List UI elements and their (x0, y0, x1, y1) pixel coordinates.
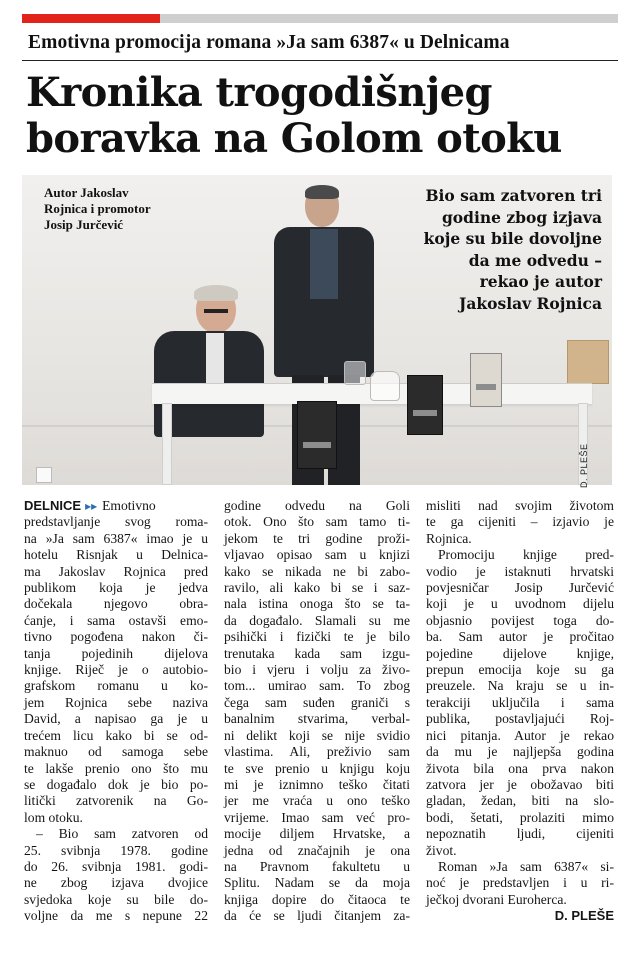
body-text-line: publikom koja je jedva (24, 580, 208, 596)
body-text-line: da mu je najljepša godina (426, 744, 614, 760)
body-text-line: otok. Ono što sam tamo ti- (224, 514, 410, 530)
body-text-line: litički zatvorenik na Go- (24, 793, 208, 809)
body-text-line: trećem licu kako bi se od- (24, 727, 208, 743)
body-text-line: – Bio sam zatvoren od (36, 826, 208, 842)
body-text-line: mocije diljem Hrvatske, a (224, 826, 410, 842)
double-chevron-right-icon: ▸▸ (85, 499, 98, 513)
body-text-line: život. (426, 842, 457, 858)
body-text-line: grafskom romanu u ko- (24, 678, 208, 694)
body-text-line: publika, postavljajući Roj- (426, 711, 614, 727)
body-text-line: Splitu. Nadam se da moja (224, 875, 410, 891)
body-text-line: koji je u uvodnom dijelu (426, 596, 614, 612)
body-text-line: ječkoj dvorani Euroherca. (426, 891, 567, 907)
top-color-bar-accent (22, 14, 160, 23)
body-text-line: David, a napisao ga je u (24, 711, 208, 727)
top-color-bar (22, 14, 618, 23)
body-text-line: vlastima. Ali, preživio sam (224, 744, 410, 760)
body-text-line: terakciji uključila i sama (426, 694, 614, 710)
article-headline (26, 70, 618, 162)
photo-book-1 (297, 401, 337, 469)
body-text-line: jedna od značajnih je ona (224, 842, 410, 858)
body-column-1 (24, 498, 208, 925)
body-text-line: godine odvedu na Goli (224, 498, 410, 513)
photo-caption-line: Autor Jakoslav (44, 185, 129, 200)
body-text-line: čega sam suđen graniči s (224, 694, 410, 710)
body-text-line: dočekala njegovo obra- (24, 596, 208, 612)
pull-quote-line: Bio sam zatvoren tri (425, 186, 602, 205)
body-text-line: prepun emocija koje su ga (426, 662, 614, 678)
body-text-line: do 26. svibnja 1981. godi- (24, 858, 208, 874)
body-text-line: nici pitanja. Autor je rekao (426, 727, 614, 743)
body-text-line: jem Rojnica sebe naziva (24, 694, 208, 710)
body-text-line: zatvora jer je obožavao biti (426, 776, 614, 792)
body-text-line: ma Jakoslav Rojnica pred (24, 563, 208, 579)
article-kicker: Emotivna promocija romana »Ja sam 6387« u Delnicama (28, 32, 510, 53)
article-byline: D. PLEŠE (554, 908, 614, 924)
body-text-line: psihički i fizički te je bilo (224, 629, 410, 645)
body-text-line: da događalo. Slamali su me (224, 612, 410, 628)
photo-caption (44, 185, 214, 233)
body-text-line: lom otoku. (24, 809, 83, 825)
body-text-line: Rojnica. (426, 530, 472, 546)
photo-glass (344, 361, 366, 385)
body-text-line: bodi, šetati, prolaziti mimo (426, 809, 614, 825)
body-text-line: noć je predstavljen i u ri- (426, 875, 614, 891)
photo-jug (370, 371, 400, 401)
body-text-line: ni delikt koji se nije svidio (224, 727, 410, 743)
body-column-3 (426, 498, 614, 925)
photo-book-2 (407, 375, 443, 435)
body-text-line: nala istina onoga što se ta- (224, 596, 410, 612)
photo-caption-line: Josip Jurčević (44, 217, 124, 232)
article-photo (22, 175, 612, 485)
pull-quote-line: Jakoslav Rojnica (459, 293, 602, 313)
headline-line-2: boravka na Golom otoku (26, 115, 562, 162)
body-text-line: jer me vraća u ono teško (224, 793, 410, 809)
body-text-line: vrijeme. Imao sam već pro- (224, 809, 410, 825)
body-text-line: vljavao opisao sam u knjizi (224, 547, 410, 563)
body-text-line: misliti nad svojim životom (426, 498, 614, 513)
body-text-line: tivno pogođena nakon či- (24, 629, 208, 645)
photo-cardboard-box (567, 340, 609, 384)
body-text-line (24, 498, 208, 514)
body-text-line: banalnim stvarima, verbal- (224, 711, 410, 727)
body-text-line: te lakše prenio ono što mu (24, 760, 208, 776)
kicker-divider (22, 60, 618, 61)
body-text-line: života bila ona prva nakon (426, 760, 614, 776)
body-text-line: na Pravnom fakultetu u (224, 858, 410, 874)
body-text-line: ba. Sam autor je pročitao (426, 629, 614, 645)
body-text-line: voljne da me s nepune 22 (24, 908, 208, 924)
body-text-line: trenutaka kada sam izgu- (224, 645, 410, 661)
body-text-line: te sve prenio u knjigu koju (224, 760, 410, 776)
body-text-line: bio i vjeru i volju za živo- (224, 662, 410, 678)
body-text-line: pojedine dijelove knjige, (426, 645, 614, 661)
body-text-line: knjige. Riječ je o autobio- (24, 662, 208, 678)
body-text-line: mi je iznimno teško čitati (224, 776, 410, 792)
body-text-line: objasnio povijest toga do- (426, 612, 614, 628)
body-text-line: na »Ja sam 6387« imao je u (24, 530, 208, 546)
body-text-line: povjesničar Josip Jurčević (426, 580, 614, 596)
body-text-line: tanja pojedinih dijelova (24, 645, 208, 661)
body-text-line: ne zbog izjava dvojice (24, 875, 208, 891)
photo-caption-line: Rojnica i promotor (44, 201, 151, 216)
body-text-line: ćanje, i sama ostavši emo- (24, 612, 208, 628)
dateline: DELNICE (24, 498, 82, 513)
photo-table-leg-left (162, 403, 172, 485)
pull-quote (362, 185, 602, 314)
body-text-line: Roman »Ja sam 6387« si- (438, 858, 614, 874)
body-text-line: te ga cijeniti – izjavio je (426, 514, 614, 530)
photo-wall-socket (36, 467, 52, 483)
body-text-line: ravilo, ali kako bi se i saz- (224, 580, 410, 596)
body-text-line: nepoznatih ljudi, cijeniti (426, 826, 614, 842)
body-text-line: vodio je istaknuti hrvatski (426, 563, 614, 579)
body-text-line: kako se nikada ne bi zabo- (224, 563, 410, 579)
body-text-line: da će se ljudi čitanjem za- (224, 908, 410, 924)
pull-quote-line: koje su bile dovoljne (423, 229, 602, 248)
pull-quote-line: godine zbog izjava (441, 207, 602, 227)
headline-line-1: Kronika trogodišnjeg (26, 69, 492, 116)
body-text-line: hotelu Risnjak u Delnica- (24, 547, 208, 563)
body-text-fragment: Emotivno (102, 498, 156, 513)
photo-book-3 (470, 353, 502, 407)
body-text-line: Promociju knjige pred- (438, 547, 614, 563)
pull-quote-line: rekao je autor (479, 272, 602, 291)
body-text-line: se događalo dok je bio po- (24, 776, 208, 792)
body-text-line: tom... umirao sam. To zbog (224, 678, 410, 694)
body-text-line: svjedoka koje su bile do- (24, 891, 208, 907)
body-text-line: 25. svibnja 1978. godine (24, 842, 208, 858)
body-text-line: preuzele. Na kraju se u in- (426, 678, 614, 694)
body-text-line: gladan, žedan, biti na slo- (426, 793, 614, 809)
body-text-line: predstavljanje svog roma- (24, 514, 208, 530)
body-text-line: maknuo od samoga sebe (24, 744, 208, 760)
photo-credit: D. PLEŠE (579, 443, 589, 488)
body-column-2 (224, 498, 410, 925)
body-text-line: jekom te tri godine proži- (224, 530, 410, 546)
body-text-line: knjiga dopire do čitaoca te (224, 891, 410, 907)
pull-quote-line: da me odvedu – (468, 250, 602, 270)
